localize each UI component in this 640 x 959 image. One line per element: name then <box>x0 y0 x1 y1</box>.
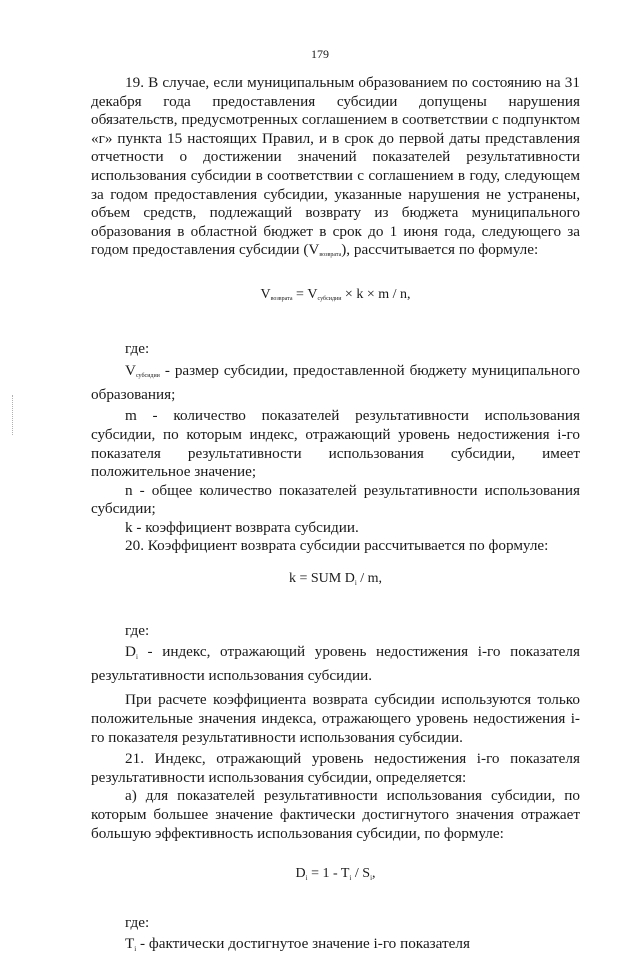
subscript: возврата <box>270 295 293 302</box>
paragraph-21: 21. Индекс, отражающий уровень недостижения i-го показателя результативности использования субсидии, определяется: <box>91 750 580 786</box>
paragraph-20: 20. Коэффициент возврата субсидии рассчитывается по формуле: <box>125 537 549 555</box>
subscript: субсидии <box>317 295 342 302</box>
where-label-2: где: <box>125 621 150 639</box>
paragraph-calc: При расчете коэффициента возврата субсидии используются только положительные значения индекса, отражающего уровень недостижения i-го показателя результативности использования субсидии. <box>91 691 580 746</box>
def-symbol: D <box>125 643 136 661</box>
formula-part: / m, <box>356 571 383 587</box>
paragraph-21a: а) для показателей результативности использования субсидии, по которым большее значение фактически достигнутого значения отражает большую эффективность использования субсидии, по формуле: <box>91 787 580 842</box>
formula-part: = V <box>292 286 318 302</box>
where-label-1: где: <box>125 339 150 357</box>
formula-part: / S <box>351 866 371 882</box>
def-text: - размер субсидии, предоставленной бюджету муниципального образования; <box>91 362 580 403</box>
def-symbol: V <box>125 362 136 380</box>
subscript: возврата <box>319 252 342 259</box>
definition-m: m - количество показателей результативности использования субсидии, по которым индекс, отражающий уровень недостижения i-го показателя результативности использования субсидии, имеет положительное значение; <box>91 407 580 481</box>
page-number: 179 <box>311 47 329 61</box>
definition-t <box>91 935 580 959</box>
definition-n: n - общее количество показателей результативности использования субсидии; <box>91 481 580 518</box>
definition-k: k - коэффициент возврата субсидии. <box>125 518 359 536</box>
paragraph-19-end: ), рассчитывается по формуле: <box>341 241 539 259</box>
where-label-3: где: <box>125 913 150 931</box>
paragraph-19 <box>91 74 580 265</box>
formula-part: k = SUM D <box>288 571 355 587</box>
formula-k <box>91 570 580 593</box>
definition-d <box>91 643 580 685</box>
subscript: субсидии <box>135 373 160 380</box>
def-text: - фактически достигнутое значение i-го показателя <box>136 935 470 953</box>
formula-part: D <box>295 866 306 882</box>
subscript: i <box>349 874 352 883</box>
subscript: i <box>305 874 308 883</box>
formula-d <box>91 865 580 888</box>
formula-v-return <box>91 286 580 309</box>
formula-part: , <box>372 866 376 882</box>
subscript: i <box>370 874 373 883</box>
formula-symbol: V <box>260 286 271 302</box>
definition-v <box>91 362 580 404</box>
subscript: i <box>354 579 357 588</box>
paragraph-19-text: 19. В случае, если муниципальным образованием по состоянию на 31 декабря года предоставления субсидии допущены нарушения обязательств, предусмотренных соглашением в соответствии с подпунктом «г» пункта 15 настоящих Правил, и в срок до первой даты представления отчетности о достижении значений показателей результативности использования субсидии в соответствии с соглашением в году, следующем за годом предоставления субсидии, указанные нарушения не устранены, объем средств, подлежащий возврату из бюджета муниципального образования в областной бюджет в срок до 1 июня года, следующего за годом предоставления субсидии (V <box>91 74 580 259</box>
def-symbol: T <box>125 935 135 953</box>
subscript: i <box>135 653 138 662</box>
formula-part: × k × m / n, <box>341 286 411 302</box>
document-body <box>91 74 580 959</box>
subscript: i <box>134 945 137 954</box>
margin-mark <box>12 395 14 435</box>
def-text: - индекс, отражающий уровень недостижения i-го показателя результативности использования субсидии. <box>91 643 580 684</box>
formula-part: = 1 - T <box>307 866 350 882</box>
